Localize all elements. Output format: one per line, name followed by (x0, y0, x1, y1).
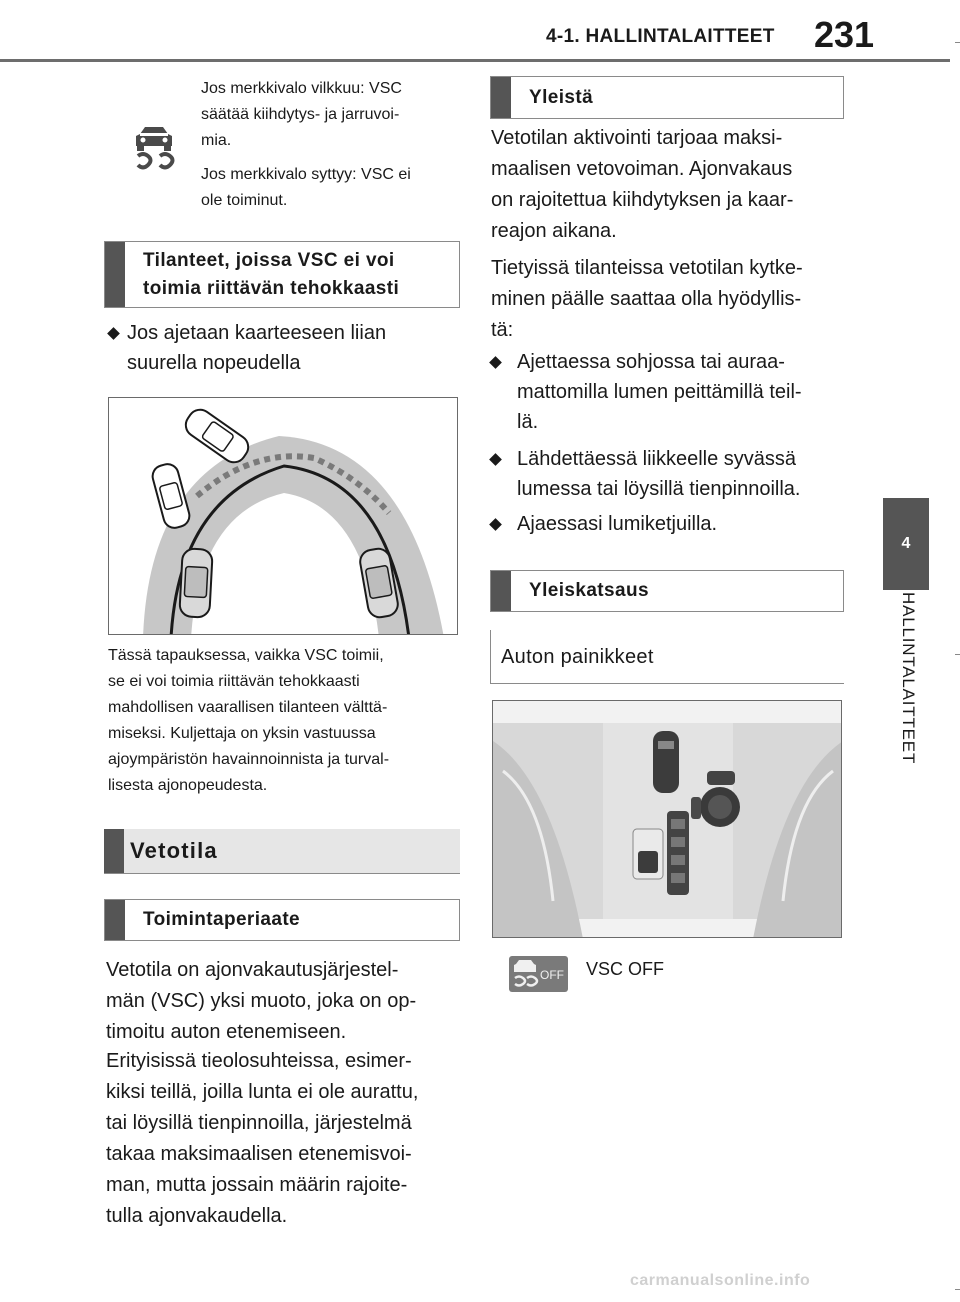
general-paragraph-2: Tietyissä tilanteissa vetotilan kytke- minen päälle saattaa olla hyödyllis- tä: (491, 257, 803, 341)
page-number: 231 (814, 14, 875, 55)
crop-mark (955, 1289, 960, 1290)
indicator-blink-text: Jos merkkivalo vilkkuu: VSC säätää kiihdytys- ja jarruvoi- mia. (201, 80, 402, 149)
heading-bar (105, 242, 125, 307)
limit-section-heading (104, 241, 460, 308)
list-item: Ajettaessa sohjossa tai auraa- mattomilla lumen peittämillä teil- lä. (491, 347, 841, 437)
principle-heading (104, 899, 460, 941)
heading-bar (104, 829, 124, 873)
chapter-label: HALLINTALAITTEET (899, 592, 918, 765)
heading-bar (491, 571, 511, 611)
chapter-tab[interactable]: 4 (883, 498, 929, 590)
buttons-subheading: Auton painikkeet (490, 630, 844, 684)
indicator-lit-text: Jos merkkivalo syttyy: VSC ei ole toiminut. (201, 166, 411, 209)
list-item: Lähdettäessä liikkeelle syvässä lumessa tai löysillä tienpinnoilla. (491, 444, 841, 504)
svg-text:OFF: OFF (540, 968, 564, 982)
bullet-icon (489, 453, 502, 466)
heading-text: Tilanteet, joissa VSC ei voi toimia riittävän tehokkaasti (143, 249, 400, 299)
curve-illustration (108, 397, 458, 635)
bullet-icon (489, 518, 502, 531)
vsc-off-icon (509, 956, 568, 992)
section-title: 4-1. HALLINTALAITTEET (546, 26, 775, 47)
list-item: Jos ajetaan kaarteeseen liian suurella nopeudella (109, 318, 459, 380)
bullet-icon (107, 327, 120, 340)
heading-text: Toimintaperiaate (143, 909, 301, 930)
vsc-warning-icon (132, 124, 176, 178)
heading-bar (105, 900, 125, 940)
vsc-off-label: VSC OFF (586, 959, 665, 979)
list-item: Ajaessasi lumiketjuilla. (491, 509, 841, 539)
illustration-caption: Tässä tapauksessa, vaikka VSC toimii, se ei voi toimia riittävän tehokkaasti mahdollisen vaarallisen tilanteen välttä- miseksi. Kuljettaja on yksin vastuussa ajoympäristön havainnoinnista ja turval- lisesta ajonopeudesta. (108, 647, 390, 794)
heading-text: Yleistä (529, 86, 594, 108)
general-heading (490, 76, 844, 119)
bullet-icon (489, 356, 502, 369)
overview-heading (490, 570, 844, 612)
heading-bar (491, 77, 511, 118)
general-paragraph-1: Vetotilan aktivointi tarjoaa maksi- maalisen vetovoiman. Ajonvakaus on rajoitettua kiihdytyksen ja kaar- reajon aikana. (491, 127, 794, 242)
header-rule (0, 59, 950, 62)
footer-watermark: carmanualsonline.info (630, 1272, 811, 1289)
crop-mark (955, 42, 960, 43)
vetotila-heading (104, 829, 460, 874)
crop-mark (955, 654, 960, 655)
vetotila-paragraph-1: Vetotila on ajonvakautusjärjestel- män (VSC) yksi muoto, joka on op- timoitu auton etenemiseen. (106, 959, 417, 1043)
heading-text: Yleiskatsaus (529, 580, 649, 601)
console-photo (492, 700, 842, 938)
vetotila-paragraph-2: Erityisissä tieolosuhteissa, esimer- kiksi teillä, joilla lunta ei ole aurattu, tai löysillä tienpinnoilla, järjestelmä takaa maksimaalisen etenemisvoi- man, mutta jossain määrin rajoite- tulla ajonvakaudella. (106, 1050, 419, 1227)
heading-text: Vetotila (130, 838, 218, 863)
